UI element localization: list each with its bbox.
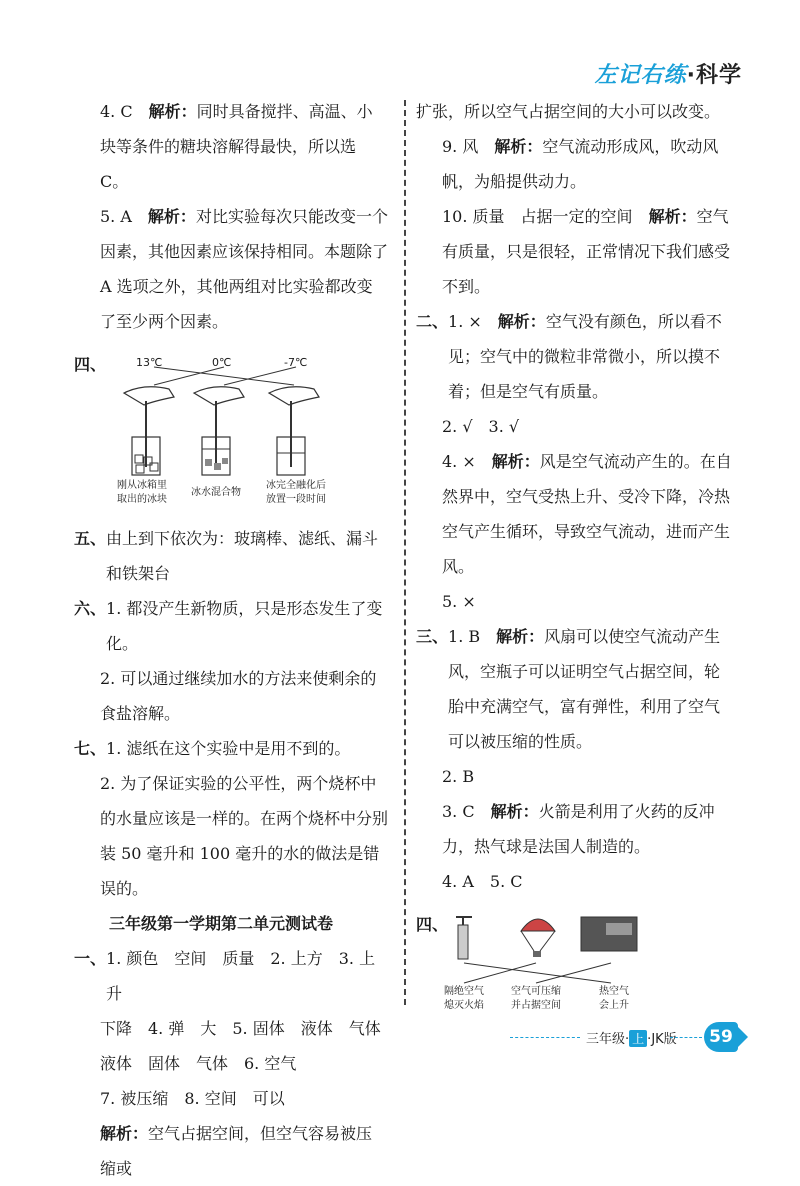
brand-title: 左记右练·科学 bbox=[594, 63, 742, 88]
page-number: 59 bbox=[704, 1022, 738, 1052]
answer-section-5: 五、 由上到下依次为：玻璃棒、滤纸、漏斗和铁架台 bbox=[74, 529, 379, 583]
thermometer-figure bbox=[74, 345, 374, 515]
answer-3-3: 3. C 解析：火箭是利用了火药的反冲力，热气球是法国人制造的。 bbox=[442, 802, 715, 856]
footer-dash-left bbox=[510, 1037, 580, 1038]
air-properties-figure bbox=[416, 907, 736, 1019]
test-section-1-line2: 下降 4. 弹 大 5. 固体 液体 气体 bbox=[100, 1019, 381, 1038]
section-4-mark: 四、 bbox=[74, 355, 107, 374]
right-column bbox=[416, 94, 736, 1019]
caption-parachute: 空气可压缩 并占据空间 bbox=[511, 986, 561, 1011]
footer-dash-right bbox=[670, 1037, 702, 1038]
answer-7-2: 2. 为了保证实验的公平性，两个烧杯中的水量应该是一样的。在两个烧杯中分别装 50 毫升和 100 毫升的水的做法是错误的。 bbox=[100, 774, 389, 898]
answer-section-6: 六、 1. 都没产生新物质，只是形态发生了变化。 bbox=[74, 599, 383, 653]
answer-2-2-3: 2. √ 3. √ bbox=[442, 417, 520, 436]
column-divider bbox=[404, 100, 406, 1005]
answer-section-7: 七、 1. 滤纸在这个实验中是用不到的。 bbox=[74, 739, 351, 758]
answer-10: 10. 质量 占据一定的空间 解析：空气有质量，只是很轻，正常情况下我们感受不到。 bbox=[442, 207, 731, 296]
caption-water: 冰完全融化后 放置一段时间 bbox=[266, 480, 326, 505]
page-footer bbox=[510, 1022, 750, 1052]
test-section-1-analysis: 解析：空气占据空间，但空气容易被压缩或 bbox=[100, 1124, 373, 1178]
answer-3-4-5: 4. A 5. C bbox=[442, 872, 523, 891]
answer-3-2: 2. B bbox=[442, 767, 475, 786]
brand-main: 左记右练 bbox=[594, 63, 687, 88]
answer-2-4: 4. × 解析：风是空气流动产生的。在自然界中，空气受热上升、受冷下降，冷热空气产生循环，导致空气流动，进而产生风。 bbox=[442, 452, 732, 576]
answer-5: 5. A 解析：对比实验每次只能改变一个因素，其他因素应该保持相同。本题除了 A 选项之外，其他两组对比实验都改变了至少两个因素。 bbox=[100, 207, 389, 331]
test-section-1-line4: 7. 被压缩 8. 空间 可以 bbox=[100, 1089, 285, 1108]
caption-pump: 隔绝空气 熄灭火焰 bbox=[444, 986, 484, 1011]
grade-label: 三年级· 上 ·JK版 bbox=[586, 1032, 677, 1047]
temp-label-3: -7℃ bbox=[284, 356, 308, 369]
answer-4: 4. C 解析：同时具备搅拌、高温、小块等条件的糖块溶解得最快，所以选 C。 bbox=[100, 102, 373, 191]
page-arrow-icon bbox=[736, 1025, 748, 1049]
answer-section-2: 二、 1. × 解析：空气没有颜色，所以看不见；空气中的微粒非常微小，所以摸不着；但是空气有质量。 bbox=[416, 312, 722, 401]
answer-section-3: 三、 1. B 解析：风扇可以使空气流动产生风，空瓶子可以证明空气占据空间，轮胎中充满空气，富有弹性，利用了空气可以被压缩的性质。 bbox=[416, 627, 721, 751]
left-column bbox=[74, 94, 388, 1186]
caption-ice: 刚从冰箱里 取出的冰块 bbox=[117, 480, 167, 505]
test-section-1: 一、 1. 颜色 空间 质量 2. 上方 3. 上升 bbox=[74, 949, 376, 1003]
caption-hot-air: 热空气 会上升 bbox=[599, 986, 629, 1011]
answer-9: 9. 风 解析：空气流动形成风，吹动风帆，为船提供动力。 bbox=[442, 137, 719, 191]
temp-label-1: 13℃ bbox=[136, 356, 163, 369]
test-title: 三年级第一学期第二单元测试卷 bbox=[108, 914, 333, 933]
right-section-4-mark: 四、 bbox=[416, 915, 449, 934]
test-section-1-line3: 液体 固体 气体 6. 空气 bbox=[100, 1054, 297, 1073]
brand-subject: 科学 bbox=[695, 63, 742, 88]
temp-label-2: 0℃ bbox=[212, 356, 232, 369]
continued-analysis: 扩张，所以空气占据空间的大小可以改变。 bbox=[416, 102, 721, 121]
answer-6-2: 2. 可以通过继续加水的方法来使剩余的食盐溶解。 bbox=[100, 669, 377, 723]
answer-2-5: 5. × bbox=[442, 592, 476, 611]
caption-ice-water: 冰水混合物 bbox=[191, 487, 241, 498]
